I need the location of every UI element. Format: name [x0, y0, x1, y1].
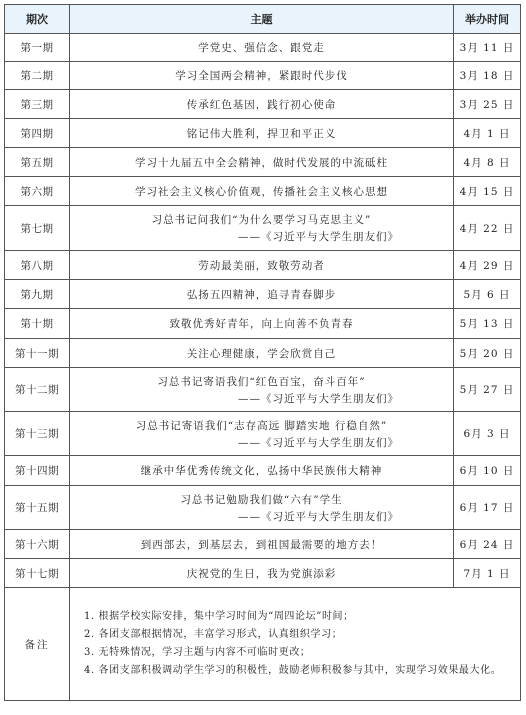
date-cell: 4月 29 日 — [454, 251, 521, 280]
topic-text: 庆祝党的生日，我为党旗添彩 — [186, 567, 337, 580]
topic-cell — [70, 280, 454, 309]
period-cell: 第六期 — [5, 177, 70, 206]
topic-text: 习总书记寄语我们“红色百宝，奋斗百年” — [157, 375, 366, 388]
date-cell: 6月 10 日 — [454, 456, 521, 486]
topic-text: 学习十九届五中全会精神，做时代发展的中流砥柱 — [135, 156, 388, 169]
topic-text: 传承红色基因，践行初心使命 — [186, 98, 337, 111]
header-row — [5, 5, 521, 34]
note-item: 2. 各团支部根据情况，丰富学习形式，认真组织学习； — [84, 629, 343, 640]
period-cell: 第十三期 — [5, 412, 70, 456]
table-row — [5, 148, 521, 177]
note-item: 1. 根据学校实际安排，集中学习时间为“周四论坛”时间； — [84, 611, 354, 622]
topic-cell — [70, 530, 454, 559]
date-cell: 7月 1 日 — [454, 559, 521, 588]
period-cell: 第十四期 — [5, 456, 70, 486]
topic-cell — [70, 251, 454, 280]
date-cell: 3月 11 日 — [454, 34, 521, 62]
table-row — [5, 486, 521, 530]
date-cell: 3月 18 日 — [454, 62, 521, 90]
date-cell: 6月 17 日 — [454, 486, 521, 530]
table-row — [5, 309, 521, 339]
header-topic: 主题 — [70, 5, 454, 34]
table-row — [5, 530, 521, 559]
period-cell: 第十期 — [5, 309, 70, 339]
topic-cell — [70, 559, 454, 588]
topic-cell — [70, 62, 454, 90]
header-date: 举办时间 — [454, 5, 521, 34]
topic-text: 继承中华优秀传统文化，弘扬中华民族伟大精神 — [140, 465, 383, 477]
period-cell: 第一期 — [5, 34, 70, 62]
table-row — [5, 456, 521, 486]
date-cell: 6月 3 日 — [454, 412, 521, 456]
table-row — [5, 90, 521, 119]
table-row — [5, 368, 521, 412]
period-cell: 第七期 — [5, 206, 70, 251]
table-row — [5, 119, 521, 148]
table-row — [5, 206, 521, 251]
period-cell: 第十五期 — [5, 486, 70, 530]
period-cell: 第五期 — [5, 148, 70, 177]
topic-text: 到西部去，到基层去，到祖国最需要的地方去！ — [140, 538, 383, 551]
topic-text: 学党史、强信念、跟党走 — [198, 42, 325, 54]
table-row — [5, 62, 521, 90]
period-cell: 第九期 — [5, 280, 70, 309]
date-cell: 5月 27 日 — [454, 368, 521, 412]
period-cell: 第十七期 — [5, 559, 70, 588]
table-row — [5, 559, 521, 588]
date-cell: 4月 15 日 — [454, 177, 521, 206]
topic-cell — [70, 368, 454, 412]
topic-source: ——《习近平与大学生朋友们》 — [238, 510, 399, 523]
date-cell: 5月 20 日 — [454, 339, 521, 368]
topic-cell — [70, 119, 454, 148]
topic-text: 习总书记寄语我们“志存高远 脚踏实地 行稳自然” — [135, 419, 388, 432]
topic-cell — [70, 309, 454, 339]
schedule-table — [4, 4, 521, 701]
date-cell: 6月 24 日 — [454, 530, 521, 559]
topic-source: ——《习近平与大学生朋友们》 — [238, 231, 399, 243]
period-cell: 第十二期 — [5, 368, 70, 412]
period-cell: 第八期 — [5, 251, 70, 280]
topic-cell — [70, 339, 454, 368]
topic-source: ——《习近平与大学生朋友们》 — [238, 392, 399, 405]
period-cell: 第三期 — [5, 90, 70, 119]
topic-text: 关注心理健康，学会欣赏自己 — [186, 347, 337, 360]
date-cell: 4月 1 日 — [454, 119, 521, 148]
notes-content — [70, 588, 521, 701]
topic-cell — [70, 177, 454, 206]
date-cell: 5月 13 日 — [454, 309, 521, 339]
table-row — [5, 34, 521, 62]
table-row — [5, 177, 521, 206]
table-row — [5, 339, 521, 368]
date-cell: 3月 25 日 — [454, 90, 521, 119]
topic-cell — [70, 486, 454, 530]
table-row — [5, 412, 521, 456]
topic-text: 弘扬五四精神，追寻青春脚步 — [186, 288, 337, 301]
table-row — [5, 280, 521, 309]
notes-row — [5, 588, 521, 701]
date-cell: 4月 8 日 — [454, 148, 521, 177]
topic-cell — [70, 34, 454, 62]
topic-text: 习总书记勉励我们做“六有”学生 — [180, 493, 343, 506]
note-item: 3. 无特殊情况，学习主题与内容不可临时更改； — [84, 647, 311, 658]
period-cell: 第十六期 — [5, 530, 70, 559]
topic-text: 习总书记问我们“为什么要学习马克思主义” — [151, 214, 372, 226]
topic-cell — [70, 90, 454, 119]
date-cell: 4月 22 日 — [454, 206, 521, 251]
notes-label: 备注 — [5, 588, 70, 701]
topic-text: 致敬优秀好青年，向上向善不负青春 — [169, 318, 354, 330]
table-row — [5, 251, 521, 280]
topic-text: 学习社会主义核心价值观，传播社会主义核心思想 — [135, 185, 388, 198]
topic-text: 铭记伟大胜利，捍卫和平正义 — [186, 127, 337, 140]
topic-cell — [70, 206, 454, 251]
note-item: 4. 各团支部积极调动学生学习的积极性，鼓励老师积极参与其中，实现学习效果最大化。 — [84, 665, 502, 676]
period-cell: 第二期 — [5, 62, 70, 90]
topic-text: 学习全国两会精神，紧跟时代步伐 — [175, 70, 348, 82]
date-cell: 5月 6 日 — [454, 280, 521, 309]
period-cell: 第十一期 — [5, 339, 70, 368]
topic-cell — [70, 456, 454, 486]
topic-source: ——《习近平与大学生朋友们》 — [238, 436, 399, 449]
topic-cell — [70, 148, 454, 177]
period-cell: 第四期 — [5, 119, 70, 148]
topic-text: 劳动最美丽，致敬劳动者 — [198, 259, 325, 272]
header-period: 期次 — [5, 5, 70, 34]
topic-cell — [70, 412, 454, 456]
